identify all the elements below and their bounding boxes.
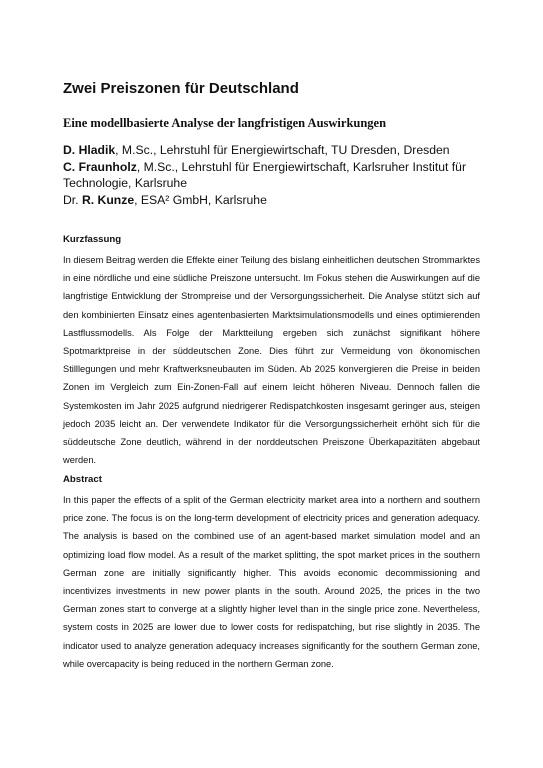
author-surname: Fraunholz <box>78 160 137 174</box>
abstract-section <box>63 474 480 673</box>
paper-title: Zwei Preiszonen für Deutschland <box>63 80 299 97</box>
author-prefix: Dr. <box>63 192 82 207</box>
kurzfassung-text: In diesem Beitrag werden die Effekte einer Teilung des bislang einheitlichen deutschen Strommarktes in eine nördliche und eine südliche Preiszone untersucht. Im Fokus stehen die Auswirkungen auf die langfristige Entwicklung der Strompreise und der Versorgungssicherheit. Die Analyse stützt sich auf den kombinierten Einsatz eines agentenbasierten Marktsimulationsmodells und eines optimierenden Lastflussmodells. Als Folge der Marktteilung ergeben sich zunächst signifikant höhere Spotmarktpreise in der süddeutschen Zone. Dies führt zur Vermeidung von ökonomischen Stilllegungen und mehr Kraftwerksneubauten im Süden. Ab 2025 konvergieren die Preise in beiden Zonen im Vergleich zum Ein-Zonen-Fall auf einem leicht höheren Niveau. Dennoch fallen die Systemkosten im Jahr 2025 aufgrund niedrigerer Redispatchkosten insgesamt geringer aus, steigen jedoch 2035 leicht an. Der verwendete Indikator für die Versorgungssicherheit erhöht sich für die süddeutsche Zone deutlich, während in der norddeutschen Preiszone Überkapazitäten abgebaut werden. <box>63 255 480 466</box>
author-entry <box>63 143 483 159</box>
author-initial: R. <box>81 192 98 207</box>
kurzfassung-section <box>63 234 480 469</box>
author-entry <box>63 160 483 191</box>
author-surname: Hladik <box>78 143 116 157</box>
author-affiliation: , M.Sc., Lehrstuhl für Energiewirtschaft, Karlsruher Institut für Technologie, Karlsruhe <box>63 160 466 190</box>
author-affiliation: , M.Sc., Lehrstuhl für Energiewirtschaft, TU Dresden, Dresden <box>115 143 450 157</box>
abstract-text: In this paper the effects of a split of the German electricity market area into a northern and southern price zone. The focus is on the long-term development of electricity prices and generation adequacy. The analysis is based on the combined use of an agent-based market simulation model and an optimizing load flow model. As a result of the market splitting, the spot market prices in the southern German zone are initially significantly higher. This avoids economic decommissioning and incentivizes investments in new power plants in the south. Around 2025, the prices in the two German zones start to converge at a slightly higher level than in the single price zone. Nevertheless, system costs in 2025 are lower due to lower costs for redispatching, but rise slightly in 2035. The indicator used to analyze generation adequacy increases significantly for the southern German zone, while overcapacity is being reduced in the northern German zone. <box>63 495 480 669</box>
author-affiliation: , ESA² GmbH, Karlsruhe <box>134 192 267 207</box>
author-initial: C. <box>63 160 79 174</box>
author-surname: Kunze <box>97 192 135 207</box>
author-initial: D. <box>63 143 79 157</box>
kurzfassung-heading: Kurzfassung <box>63 234 122 245</box>
author-list <box>63 143 483 210</box>
abstract-heading: Abstract <box>63 474 102 485</box>
paper-subtitle: Eine modellbasierte Analyse der langfristigen Auswirkungen <box>63 116 387 130</box>
author-entry <box>63 193 483 209</box>
